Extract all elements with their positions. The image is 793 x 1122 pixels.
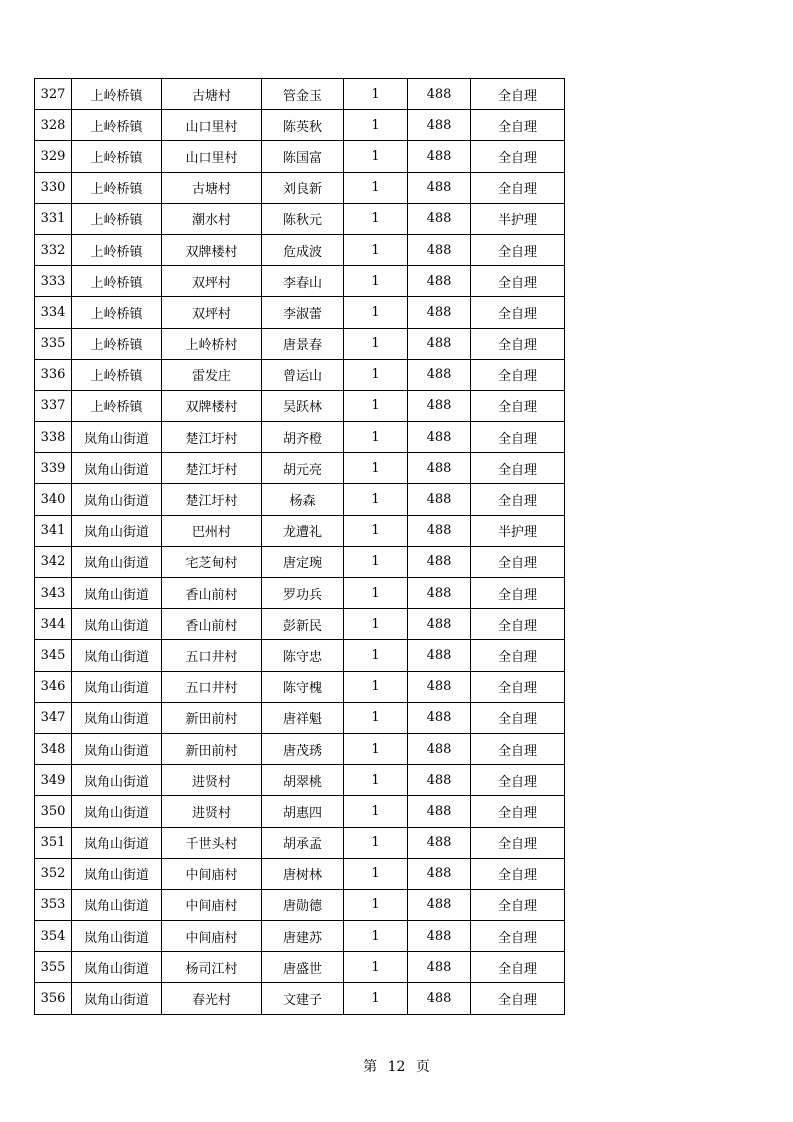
care-type-cell: 全自理 — [471, 484, 565, 515]
town-cell: 岚角山街道 — [72, 702, 162, 733]
village-cell: 杨司江村 — [162, 952, 262, 983]
table-row — [35, 921, 565, 952]
name-cell: 彭新民 — [262, 609, 344, 640]
count-cell: 1 — [344, 983, 408, 1014]
row-number: 331 — [35, 203, 72, 234]
care-type-cell: 全自理 — [471, 110, 565, 141]
row-number: 348 — [35, 733, 72, 764]
table-row — [35, 266, 565, 297]
care-type-cell: 全自理 — [471, 796, 565, 827]
care-type-cell: 半护理 — [471, 203, 565, 234]
village-cell: 雷发庄 — [162, 359, 262, 390]
town-cell: 岚角山街道 — [72, 796, 162, 827]
count-cell: 1 — [344, 172, 408, 203]
amount-cell: 488 — [408, 515, 471, 546]
count-cell: 1 — [344, 671, 408, 702]
village-cell: 春光村 — [162, 983, 262, 1014]
amount-cell: 488 — [408, 983, 471, 1014]
town-cell: 上岭桥镇 — [72, 79, 162, 110]
name-cell: 唐建苏 — [262, 921, 344, 952]
amount-cell: 488 — [408, 297, 471, 328]
table-body — [35, 79, 565, 1015]
town-cell: 岚角山街道 — [72, 671, 162, 702]
amount-cell: 488 — [408, 453, 471, 484]
row-number: 355 — [35, 952, 72, 983]
name-cell: 胡翠桃 — [262, 765, 344, 796]
amount-cell: 488 — [408, 266, 471, 297]
village-cell: 五口井村 — [162, 640, 262, 671]
village-cell: 宅芝甸村 — [162, 546, 262, 577]
table-row — [35, 796, 565, 827]
name-cell: 胡元亮 — [262, 453, 344, 484]
amount-cell: 488 — [408, 640, 471, 671]
name-cell: 唐茂琇 — [262, 733, 344, 764]
table-row — [35, 952, 565, 983]
count-cell: 1 — [344, 640, 408, 671]
count-cell: 1 — [344, 578, 408, 609]
table-row — [35, 858, 565, 889]
row-number: 333 — [35, 266, 72, 297]
town-cell: 岚角山街道 — [72, 952, 162, 983]
table-row — [35, 578, 565, 609]
name-cell: 唐树林 — [262, 858, 344, 889]
table-row — [35, 889, 565, 920]
row-number: 341 — [35, 515, 72, 546]
care-type-cell: 全自理 — [471, 921, 565, 952]
name-cell: 胡承孟 — [262, 827, 344, 858]
name-cell: 吴跃林 — [262, 390, 344, 421]
amount-cell: 488 — [408, 827, 471, 858]
village-cell: 中间庙村 — [162, 889, 262, 920]
amount-cell: 488 — [408, 328, 471, 359]
village-cell: 五口井村 — [162, 671, 262, 702]
row-number: 346 — [35, 671, 72, 702]
row-number: 354 — [35, 921, 72, 952]
name-cell: 李春山 — [262, 266, 344, 297]
care-type-cell: 全自理 — [471, 234, 565, 265]
village-cell: 进贤村 — [162, 796, 262, 827]
town-cell: 岚角山街道 — [72, 827, 162, 858]
amount-cell: 488 — [408, 172, 471, 203]
care-type-cell: 全自理 — [471, 328, 565, 359]
town-cell: 岚角山街道 — [72, 578, 162, 609]
care-type-cell: 全自理 — [471, 578, 565, 609]
table-row — [35, 141, 565, 172]
village-cell: 中间庙村 — [162, 858, 262, 889]
care-type-cell: 全自理 — [471, 141, 565, 172]
amount-cell: 488 — [408, 234, 471, 265]
row-number: 344 — [35, 609, 72, 640]
village-cell: 中间庙村 — [162, 921, 262, 952]
table-row — [35, 390, 565, 421]
amount-cell: 488 — [408, 858, 471, 889]
page-footer — [0, 1056, 793, 1076]
name-cell: 曾运山 — [262, 359, 344, 390]
table-row — [35, 79, 565, 110]
count-cell: 1 — [344, 515, 408, 546]
town-cell: 上岭桥镇 — [72, 390, 162, 421]
village-cell: 潮水村 — [162, 203, 262, 234]
row-number: 334 — [35, 297, 72, 328]
table-row — [35, 827, 565, 858]
care-type-cell: 全自理 — [471, 702, 565, 733]
village-cell: 山口里村 — [162, 110, 262, 141]
row-number: 345 — [35, 640, 72, 671]
town-cell: 上岭桥镇 — [72, 234, 162, 265]
name-cell: 陈守槐 — [262, 671, 344, 702]
count-cell: 1 — [344, 79, 408, 110]
care-type-cell: 全自理 — [471, 546, 565, 577]
name-cell: 陈秋元 — [262, 203, 344, 234]
table-row — [35, 203, 565, 234]
amount-cell: 488 — [408, 733, 471, 764]
village-cell: 千世头村 — [162, 827, 262, 858]
count-cell: 1 — [344, 858, 408, 889]
town-cell: 岚角山街道 — [72, 453, 162, 484]
care-type-cell: 全自理 — [471, 671, 565, 702]
table-row — [35, 359, 565, 390]
village-cell: 古塘村 — [162, 79, 262, 110]
table-row — [35, 983, 565, 1014]
amount-cell: 488 — [408, 110, 471, 141]
row-number: 336 — [35, 359, 72, 390]
village-cell: 双牌楼村 — [162, 390, 262, 421]
amount-cell: 488 — [408, 422, 471, 453]
village-cell: 新田前村 — [162, 733, 262, 764]
count-cell: 1 — [344, 328, 408, 359]
row-number: 353 — [35, 889, 72, 920]
table-row — [35, 546, 565, 577]
table-row — [35, 172, 565, 203]
name-cell: 陈国富 — [262, 141, 344, 172]
care-type-cell: 全自理 — [471, 640, 565, 671]
care-type-cell: 全自理 — [471, 983, 565, 1014]
care-type-cell: 全自理 — [471, 172, 565, 203]
beneficiary-table — [34, 78, 565, 1015]
name-cell: 危成波 — [262, 234, 344, 265]
count-cell: 1 — [344, 765, 408, 796]
amount-cell: 488 — [408, 578, 471, 609]
table-row — [35, 765, 565, 796]
village-cell: 香山前村 — [162, 578, 262, 609]
table-row — [35, 328, 565, 359]
town-cell: 岚角山街道 — [72, 765, 162, 796]
village-cell: 双坪村 — [162, 266, 262, 297]
count-cell: 1 — [344, 422, 408, 453]
count-cell: 1 — [344, 453, 408, 484]
name-cell: 唐景春 — [262, 328, 344, 359]
count-cell: 1 — [344, 952, 408, 983]
row-number: 330 — [35, 172, 72, 203]
row-number: 356 — [35, 983, 72, 1014]
name-cell: 唐定琬 — [262, 546, 344, 577]
count-cell: 1 — [344, 827, 408, 858]
village-cell: 楚江圩村 — [162, 453, 262, 484]
count-cell: 1 — [344, 796, 408, 827]
row-number: 339 — [35, 453, 72, 484]
count-cell: 1 — [344, 203, 408, 234]
amount-cell: 488 — [408, 609, 471, 640]
name-cell: 文建子 — [262, 983, 344, 1014]
village-cell: 新田前村 — [162, 702, 262, 733]
town-cell: 岚角山街道 — [72, 733, 162, 764]
town-cell: 岚角山街道 — [72, 921, 162, 952]
row-number: 327 — [35, 79, 72, 110]
table-row — [35, 671, 565, 702]
care-type-cell: 全自理 — [471, 79, 565, 110]
name-cell: 李淑蕾 — [262, 297, 344, 328]
table-row — [35, 640, 565, 671]
table-row — [35, 733, 565, 764]
care-type-cell: 全自理 — [471, 733, 565, 764]
count-cell: 1 — [344, 110, 408, 141]
row-number: 340 — [35, 484, 72, 515]
count-cell: 1 — [344, 359, 408, 390]
care-type-cell: 全自理 — [471, 422, 565, 453]
row-number: 342 — [35, 546, 72, 577]
count-cell: 1 — [344, 733, 408, 764]
care-type-cell: 半护理 — [471, 515, 565, 546]
page-prefix: 第 — [363, 1059, 378, 1075]
count-cell: 1 — [344, 889, 408, 920]
row-number: 347 — [35, 702, 72, 733]
table-row — [35, 234, 565, 265]
count-cell: 1 — [344, 390, 408, 421]
amount-cell: 488 — [408, 765, 471, 796]
name-cell: 刘良新 — [262, 172, 344, 203]
village-cell: 山口里村 — [162, 141, 262, 172]
amount-cell: 488 — [408, 79, 471, 110]
care-type-cell: 全自理 — [471, 390, 565, 421]
row-number: 332 — [35, 234, 72, 265]
amount-cell: 488 — [408, 141, 471, 172]
town-cell: 岚角山街道 — [72, 515, 162, 546]
table-row — [35, 609, 565, 640]
table-row — [35, 484, 565, 515]
town-cell: 岚角山街道 — [72, 983, 162, 1014]
care-type-cell: 全自理 — [471, 609, 565, 640]
town-cell: 岚角山街道 — [72, 640, 162, 671]
page-suffix: 页 — [415, 1059, 430, 1075]
name-cell: 陈守忠 — [262, 640, 344, 671]
care-type-cell: 全自理 — [471, 359, 565, 390]
town-cell: 上岭桥镇 — [72, 266, 162, 297]
village-cell: 双坪村 — [162, 297, 262, 328]
amount-cell: 488 — [408, 359, 471, 390]
count-cell: 1 — [344, 266, 408, 297]
row-number: 352 — [35, 858, 72, 889]
row-number: 335 — [35, 328, 72, 359]
row-number: 329 — [35, 141, 72, 172]
amount-cell: 488 — [408, 889, 471, 920]
town-cell: 岚角山街道 — [72, 546, 162, 577]
table-row — [35, 297, 565, 328]
amount-cell: 488 — [408, 796, 471, 827]
count-cell: 1 — [344, 141, 408, 172]
village-cell: 双牌楼村 — [162, 234, 262, 265]
count-cell: 1 — [344, 702, 408, 733]
row-number: 338 — [35, 422, 72, 453]
town-cell: 上岭桥镇 — [72, 110, 162, 141]
care-type-cell: 全自理 — [471, 453, 565, 484]
table-row — [35, 110, 565, 141]
count-cell: 1 — [344, 484, 408, 515]
row-number: 337 — [35, 390, 72, 421]
count-cell: 1 — [344, 234, 408, 265]
table-row — [35, 453, 565, 484]
amount-cell: 488 — [408, 484, 471, 515]
care-type-cell: 全自理 — [471, 297, 565, 328]
count-cell: 1 — [344, 609, 408, 640]
care-type-cell: 全自理 — [471, 889, 565, 920]
amount-cell: 488 — [408, 546, 471, 577]
village-cell: 香山前村 — [162, 609, 262, 640]
care-type-cell: 全自理 — [471, 266, 565, 297]
name-cell: 唐勋德 — [262, 889, 344, 920]
name-cell: 杨森 — [262, 484, 344, 515]
town-cell: 岚角山街道 — [72, 422, 162, 453]
town-cell: 岚角山街道 — [72, 889, 162, 920]
count-cell: 1 — [344, 921, 408, 952]
village-cell: 上岭桥村 — [162, 328, 262, 359]
town-cell: 上岭桥镇 — [72, 359, 162, 390]
village-cell: 楚江圩村 — [162, 484, 262, 515]
amount-cell: 488 — [408, 671, 471, 702]
town-cell: 上岭桥镇 — [72, 203, 162, 234]
town-cell: 上岭桥镇 — [72, 141, 162, 172]
table-row — [35, 515, 565, 546]
amount-cell: 488 — [408, 203, 471, 234]
care-type-cell: 全自理 — [471, 952, 565, 983]
town-cell: 上岭桥镇 — [72, 328, 162, 359]
row-number: 349 — [35, 765, 72, 796]
village-cell: 古塘村 — [162, 172, 262, 203]
name-cell: 唐祥魁 — [262, 702, 344, 733]
page-number: 12 — [387, 1059, 406, 1075]
name-cell: 管金玉 — [262, 79, 344, 110]
care-type-cell: 全自理 — [471, 858, 565, 889]
row-number: 328 — [35, 110, 72, 141]
amount-cell: 488 — [408, 921, 471, 952]
amount-cell: 488 — [408, 702, 471, 733]
town-cell: 岚角山街道 — [72, 609, 162, 640]
town-cell: 岚角山街道 — [72, 858, 162, 889]
table-row — [35, 422, 565, 453]
amount-cell: 488 — [408, 952, 471, 983]
name-cell: 罗功兵 — [262, 578, 344, 609]
village-cell: 楚江圩村 — [162, 422, 262, 453]
name-cell: 陈英秋 — [262, 110, 344, 141]
count-cell: 1 — [344, 297, 408, 328]
care-type-cell: 全自理 — [471, 765, 565, 796]
village-cell: 进贤村 — [162, 765, 262, 796]
row-number: 343 — [35, 578, 72, 609]
town-cell: 上岭桥镇 — [72, 297, 162, 328]
row-number: 351 — [35, 827, 72, 858]
name-cell: 唐盛世 — [262, 952, 344, 983]
village-cell: 巴州村 — [162, 515, 262, 546]
row-number: 350 — [35, 796, 72, 827]
care-type-cell: 全自理 — [471, 827, 565, 858]
count-cell: 1 — [344, 546, 408, 577]
amount-cell: 488 — [408, 390, 471, 421]
town-cell: 岚角山街道 — [72, 484, 162, 515]
town-cell: 上岭桥镇 — [72, 172, 162, 203]
name-cell: 胡齐橙 — [262, 422, 344, 453]
name-cell: 龙遭礼 — [262, 515, 344, 546]
table-row — [35, 702, 565, 733]
name-cell: 胡惠四 — [262, 796, 344, 827]
